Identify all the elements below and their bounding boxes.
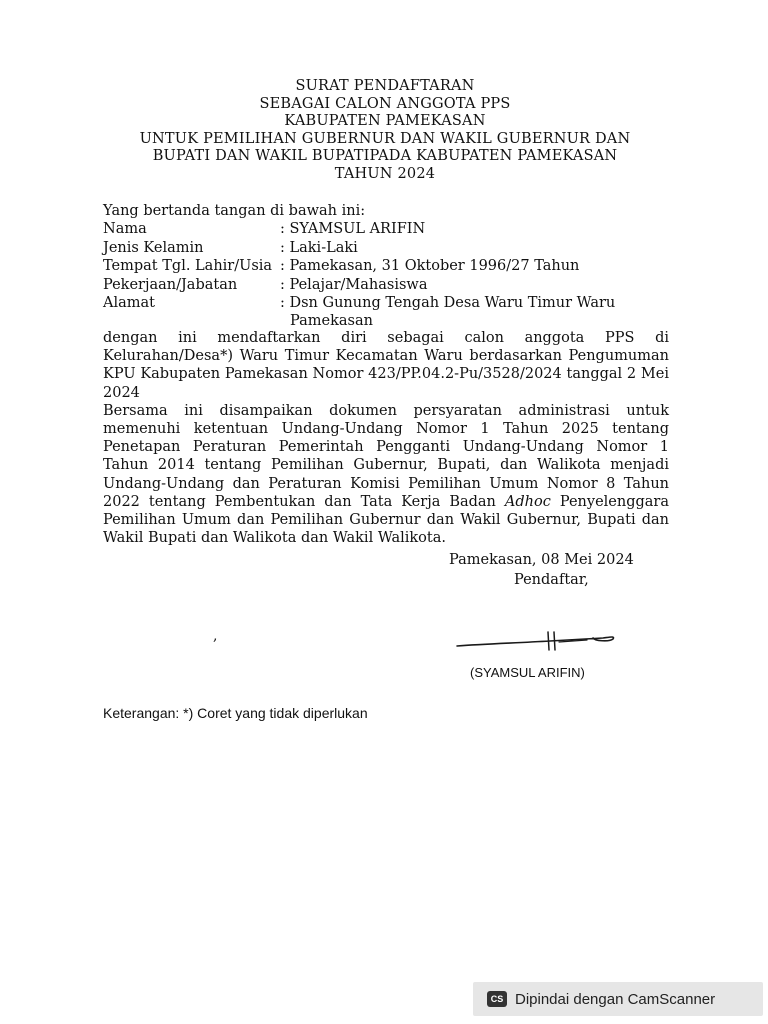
paragraph-text: Bersama ini disampaikan dokumen persyaratan administrasi untuk memenuhi ketentuan Undang-Undang Nomor 1 Tahun 2025 tentang Penetapan Peraturan Pemerintah Pengganti Undang-Undang Nomor 1 Tahun 2014 tentang Pemilihan Gubernur, Bupati, dan Walikota menjadi Undang-Undang dan Peraturan Komisi Pemilihan Umum Nomor 8 Tahun 2022 tentang Pembentukan dan Tata Kerja Badan [103,402,669,510]
italic-term: Adhoc [504,493,551,510]
field-label: Nama [103,221,147,237]
field-value: : Dsn Gunung Tengah Desa Waru Timur Waru [280,295,616,311]
title-line: UNTUK PEMILIHAN GUBERNUR DAN WAKIL GUBERNUR DAN [139,130,631,147]
footnote: Keterangan: *) Coret yang tidak diperlukan [103,705,368,721]
field-value: : SYAMSUL ARIFIN [280,221,426,237]
camscanner-logo-icon: CS [487,991,507,1007]
field-value: : Pamekasan, 31 Oktober 1996/27 Tahun [280,258,580,274]
field-label: Tempat Tgl. Lahir/Usia [103,258,273,274]
title-line: BUPATI DAN WAKIL BUPATIPADA KABUPATEN PAMEKASAN [152,148,618,164]
watermark-text: Dipindai dengan CamScanner [515,990,716,1008]
handwritten-signature [455,626,620,656]
signer-role: Pendaftar, [514,572,589,588]
field-label: Alamat [103,295,155,311]
title-line: SEBAGAI CALON ANGGOTA PPS [259,95,511,112]
document-title [100,78,670,183]
field-value-continuation: Pamekasan [290,313,373,329]
stray-mark: , [213,628,218,644]
field-value: : Laki-Laki [280,239,358,256]
paragraph-registration: dengan ini mendaftarkan diri sebagai calon anggota PPS di Kelurahan/Desa*) Waru Timur Kecamatan Waru berdasarkan Pengumuman KPU Kabupaten Pamekasan Nomor 423/PP.04.2-Pu/3528/2024 tanggal 2 Mei 2024 [103,330,669,401]
title-line: SURAT PENDAFTARAN [295,78,475,94]
signer-name: (SYAMSUL ARIFIN) [470,665,585,680]
place-date: Pamekasan, 08 Mei 2024 [449,552,634,568]
field-label: Pekerjaan/Jabatan [103,276,238,293]
intro-text: Yang bertanda tangan di bawah ini: [103,203,366,219]
paragraph-requirements [103,402,669,548]
paragraph-text: Penyelenggara Pemilihan Umum dan Pemilihan Gubernur dan Wakil Gubernur, Bupati dan Wakil Bupati dan Walikota dan Wakil Walikota. [103,493,669,547]
camscanner-watermark [473,982,763,1016]
title-line: KABUPATEN PAMEKASAN [284,113,486,129]
field-value: : Pelajar/Mahasiswa [280,276,428,293]
body-text [103,329,669,547]
title-line: TAHUN 2024 [334,165,436,182]
field-label: Jenis Kelamin [103,239,204,256]
